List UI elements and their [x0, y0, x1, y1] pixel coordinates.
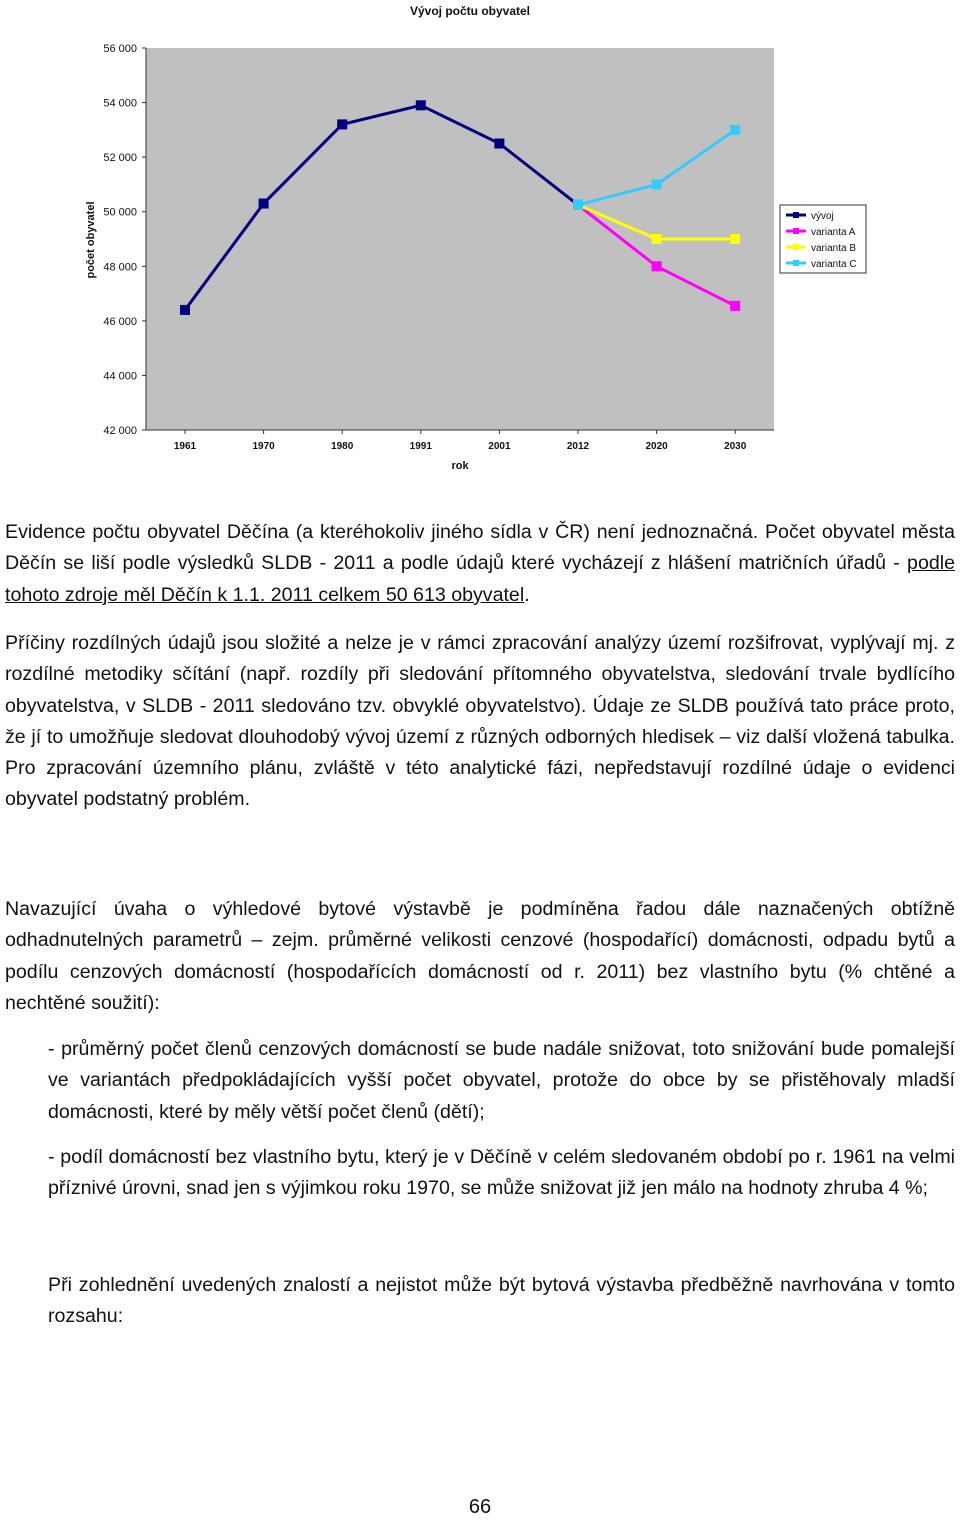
legend-label: varianta B [811, 243, 857, 254]
y-tick-label: 46 000 [103, 315, 137, 328]
paragraph-1-text: Evidence počtu obyvatel Děčína (a kteréhokoliv jiného sídla v ČR) není jednoznačná. Počet obyvatel města Děčín se liší podle výsledků SLDB - 2011 a podle údajů které vycházejí z hlášení matričních úřadů - [5, 521, 955, 575]
data-point-varianta-C [573, 200, 583, 210]
data-point-varianta-C [730, 125, 740, 135]
legend-label: varianta A [811, 227, 856, 238]
legend-marker [793, 244, 799, 250]
y-tick-label: 42 000 [103, 425, 137, 437]
y-axis-label: počet obyvatel [85, 201, 97, 279]
paragraph-3-text: Navazující úvaha o výhledové bytové výstavbě je podmíněna řadou dále naznačených obtížně odhadnutelných parametrů – zejm. průměrné velikosti cenzové (hospodařící) domácnosti, odpadu bytů a podílu cenzových domácností (hospodařících domácností od r. 2011) bez vlastního bytu (% chtěné a nechtěné soužití): [5, 898, 955, 1014]
data-point-vývoj [494, 139, 504, 149]
x-tick-label: 1961 [173, 441, 197, 452]
data-point-varianta-B [652, 234, 662, 244]
list-item-2-text: - podíl domácností bez vlastního bytu, který je v Děčíně v celém sledovaném období po r. 1961 na velmi příznivé úrovni, snad jen s výjimkou roku 1970, se může snižovat již jen málo na hodnoty zhruba 4 %; [48, 1146, 955, 1200]
y-tick-label: 54 000 [103, 97, 137, 110]
data-point-vývoj [416, 100, 426, 110]
data-point-vývoj [259, 199, 269, 209]
data-point-varianta-A [652, 261, 662, 271]
x-axis-label: rok [451, 460, 469, 472]
x-tick-label: 2030 [724, 441, 747, 452]
x-tick-label: 1991 [409, 441, 432, 452]
legend-label: vývoj [811, 211, 834, 222]
paragraph-housing-consideration [5, 894, 955, 1019]
x-tick-label: 2001 [488, 441, 511, 452]
y-tick-label: 50 000 [103, 206, 137, 219]
chart-title: Vývoj počtu obyvatel [409, 4, 531, 18]
x-tick-label: 1970 [252, 441, 275, 452]
paragraph-1-underlined: podle tohoto zdroje měl Děčín k 1.1. 2011 celkem 50 613 obyvatel [5, 552, 955, 606]
legend-marker [793, 260, 799, 266]
list-item [48, 1034, 955, 1128]
list-item [48, 1142, 955, 1205]
paragraph-1-end: . [524, 583, 530, 606]
paragraph-causes [5, 628, 955, 816]
legend-marker [793, 228, 799, 234]
legend-marker [793, 212, 799, 218]
y-tick-label: 52 000 [103, 152, 137, 165]
y-tick-label: 56 000 [103, 43, 137, 55]
data-point-varianta-B [730, 234, 740, 244]
paragraph-population-evidence [5, 517, 955, 611]
data-point-vývoj [337, 119, 347, 129]
paragraph-2-text: Příčiny rozdílných údajů jsou složité a nelze je v rámci zpracování analýzy území rozšifrovat, vyplývají mj. z rozdílné metodiky sčítání (např. rozdíly při sledování přítomného obyvatelstva, sledování trvale bydlícího obyvatelstva, v SLDB - 2011 sledováno tzv. obvyklé obyvatelstvo). Údaje ze SLDB používá tato práce proto, že jí to umožňuje sledovat dlouhodobý vývoj území z různých odborných hledisek – viz další vložená tabulka. Pro zpracování územního plánu, zvláště v této analytické fázi, nepředstavují rozdílné údaje o evidenci obyvatel podstatný problém. [5, 632, 955, 811]
x-tick-label: 2012 [566, 441, 590, 452]
chart-svg [0, 0, 960, 490]
y-tick-label: 44 000 [103, 370, 137, 383]
paragraph-4-text: Při zohlednění uvedených znalostí a nejistot může být bytová výstavba předběžně navrhována v tomto rozsahu: [48, 1273, 955, 1327]
legend-label: varianta C [811, 259, 857, 270]
list-item-1-text: - průměrný počet členů cenzových domácností se bude nadále snižovat, toto snižování bude pomalejší ve variantách předpokládajících vyšší počet obyvatel, protože do obce by se přistěhovaly mladší domácnosti, které by měly větší počet členů (dětí); [48, 1038, 955, 1123]
y-tick-label: 48 000 [103, 261, 137, 274]
x-tick-label: 1980 [331, 441, 354, 452]
data-point-varianta-A [730, 301, 740, 311]
data-point-varianta-C [652, 179, 662, 189]
data-point-vývoj [180, 305, 190, 315]
x-tick-label: 2020 [645, 441, 668, 452]
population-chart [0, 0, 960, 490]
page-number: 66 [468, 1496, 492, 1518]
paragraph-conclusion [48, 1250, 955, 1352]
